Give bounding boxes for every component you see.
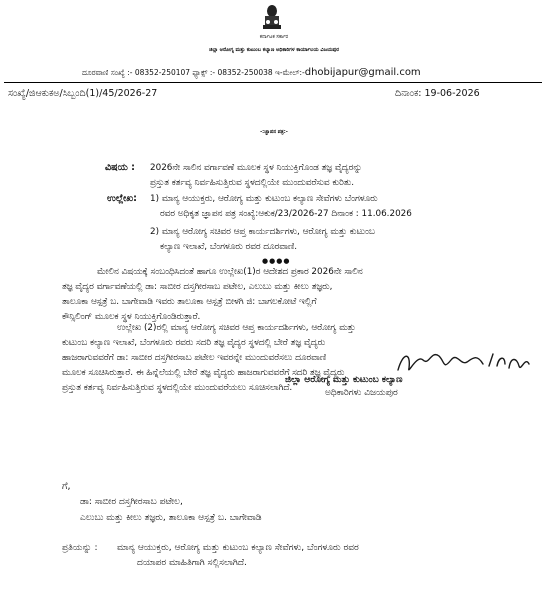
office-name: ಜಿಲ್ಲಾ ಆರೋಗ್ಯ ಮತ್ತು ಕುಟುಂಬ ಕಲ್ಯಾಣ ಅಧಿಕಾರಿಗಳ ಕಾರ್ಯಾಲಯ ವಿಜಯಪುರ [208, 47, 340, 53]
recipient-name: ಡಾ: ಸಾಬೀರ ದಸ್ತಗೀರಸಾಬ ಪಟೇಲ, [80, 497, 183, 507]
reference-label: ಉಲ್ಲೇಖ: [107, 193, 137, 204]
body-line: ತಜ್ಞ ವೈದ್ಯರ ವರ್ಗಾವಣೆಯಲ್ಲಿ ಡಾ: ಸಾಬೀರ ದಸ್ತಗೀರಸಾಬ ಪಟೇಲ, ಎಲುಬು ಮತ್ತು ಕೀಲು ತಜ್ಞರು, [62, 282, 333, 292]
body-line: ತಾಲೂಕಾ ಆಸ್ಪತ್ರೆ ಬ. ಬಾಗೇವಾಡಿ ಇವರು ತಾಲೂಕಾ ಆಸ್ಪತ್ರೆ ಬೀಳಗಿ ಜಿ: ಬಾಗಲಕೋಟೆ ಇಲ್ಲಿಗೆ [62, 297, 317, 307]
email-address: dhobijapur@gmail.com [304, 67, 421, 78]
contact-line [82, 67, 421, 78]
body-line: ಕೌನ್ಸಿಲಿಂಗ್ ಮೂಲಕ ಸ್ಥಳ ನಿಯುಕ್ತಿಗೊಂಡಿರುತ್ತಾರೆ. [62, 312, 201, 322]
handwritten-signature [393, 342, 533, 382]
recipient-designation: ಎಲುಬು ಮತ್ತು ಕೀಲು ತಜ್ಞರು, ತಾಲೂಕಾ ಆಸ್ಪತ್ರೆ ಬ. ಬಾಗೇವಾಡಿ [80, 513, 262, 523]
section-separator: ●●●● [262, 257, 291, 265]
reference-number: ಸಂಖ್ಯೆ/ಜಿಆಕುಕಅ/ಸಿಬ್ಬಂದಿ(1)/45/2026-27 [8, 88, 158, 99]
to-label: ಗೆ, [62, 481, 71, 492]
reference-line: ರವರ ಅಧಿಕೃತ ಜ್ಞಾಪನ ಪತ್ರ ಸಂಖ್ಯೆ:ಆಕುಕ/23/2026-27 ದಿನಾಂಕ : 11.06.2026 [160, 209, 412, 219]
copy-to-line: ದಯಾಪರ ಮಾಹಿತಿಗಾಗಿ ಸಲ್ಲಿಸಲಾಗಿದೆ. [137, 558, 247, 568]
subject-line: 2026ನೇ ಸಾಲಿನ ವರ್ಗಾವಣೆ ಮೂಲಕ ಸ್ಥಳ ನಿಯುಕ್ತಿಗೊಂಡ ತಜ್ಞ ವೈದ್ಯರನ್ನು [150, 163, 363, 173]
signatory-line-2: ಅಧಿಕಾರಿಗಳು ವಿಜಯಪುರ [325, 388, 398, 398]
body-line: ಮೂಲಕ ಸೂಚಿಸಿರುತ್ತಾರೆ. ಈ ಹಿನ್ನೆಲೆಯಲ್ಲಿ ಬೇರೆ ತಜ್ಞ ವೈದ್ಯರು ಹಾಜರಾಗುವವರೆಗೆ ಸದರಿ ತಜ್ಞ ವೈದ್ಯರು [62, 368, 345, 378]
body-line: ಪ್ರಸ್ತುತ ಕರ್ತವ್ಯ ನಿರ್ವಹಿಸುತ್ತಿರುವ ಸ್ಥಳದಲ್ಲಿಯೇ ಮುಂದುವರೆಯಲು ಸೂಚಿಸಲಾಗಿದೆ. [62, 383, 293, 393]
subject-label: ವಿಷಯ : [105, 162, 135, 173]
body-line: ಮೇಲಿನ ವಿಷಯಕ್ಕೆ ಸಂಬಂಧಿಸಿದಂತೆ ಹಾಗೂ ಉಲ್ಲೇಖ(1)ರ ಆದೇಶದ ಪ್ರಕಾರ 2026ನೇ ಸಾಲಿನ [97, 267, 363, 277]
body-line: ಕುಟುಂಬ ಕಲ್ಯಾಣ ಇಲಾಖೆ, ಬೆಂಗಳೂರು ರವರು ಸದರಿ ತಜ್ಞ ವೈದ್ಯರ ಸ್ಥಳದಲ್ಲಿ ಬೇರೆ ತಜ್ಞ ವೈದ್ಯರು [62, 338, 326, 348]
reference-line: 1) ಮಾನ್ಯ ಆಯುಕ್ತರು, ಆರೋಗ್ಯ ಮತ್ತು ಕುಟುಂಬ ಕಲ್ಯಾಣ ಸೇವೆಗಳು ಬೆಂಗಳೂರು [150, 194, 378, 204]
body-line: ಹಾಜರಾಗುವವರೆಗೆ ಡಾ: ಸಾಬೀರ ದಸ್ತಗೀರಸಾಬ ಪಟೇಲ ಇವರನ್ನೇ ಮುಂದುವರೆಸಲು ದೂರವಾಣಿ [62, 353, 327, 363]
memo-date: ದಿನಾಂಕ: 19-06-2026 [395, 88, 480, 99]
memo-title: -:ಜ್ಞಾಪನ ಪತ್ರ:- [260, 129, 288, 135]
signatory-line-1: ಜಿಲ್ಲಾ ಆರೋಗ್ಯ ಮತ್ತು ಕುಟುಂಬ ಕಲ್ಯಾಣ [285, 375, 403, 385]
contact-numbers: ದೂರವಾಣಿ ಸಂಖ್ಯೆ :- 08352-250107 ಫ್ಯಾಕ್ಸ್ :- 08352-250038 ಇ-ಮೇಲ್:- [82, 68, 305, 77]
copy-to-line: ಮಾನ್ಯ ಆಯುಕ್ತರು, ಆರೋಗ್ಯ ಮತ್ತು ಕುಟುಂಬ ಕಲ್ಯಾಣ ಸೇವೆಗಳು, ಬೆಂಗಳೂರು ರವರ [117, 543, 359, 553]
state-emblem-icon [258, 2, 286, 32]
government-name: ಕರ್ನಾಟಕ ಸರ್ಕಾರ [259, 34, 289, 40]
subject-line: ಪ್ರಸ್ತುತ ಕರ್ತವ್ಯ ನಿರ್ವಹಿಸುತ್ತಿರುವ ಸ್ಥಳದಲ್ಲಿಯೇ ಮುಂದುವರೆಸುವ ಕುರಿತು. [150, 178, 354, 188]
header-divider [4, 82, 542, 83]
body-line: ಉಲ್ಲೇಖ (2)ರಲ್ಲಿ ಮಾನ್ಯ ಆರೋಗ್ಯ ಸಚಿವರ ಆಪ್ತ ಕಾರ್ಯದರ್ಶಿಗಳು, ಆರೋಗ್ಯ ಮತ್ತು [117, 323, 356, 333]
reference-line: 2) ಮಾನ್ಯ ಆರೋಗ್ಯ ಸಚಿವರ ಆಪ್ತ ಕಾರ್ಯದರ್ಶಿಗಳು, ಆರೋಗ್ಯ ಮತ್ತು ಕುಟುಂಬ [150, 227, 375, 237]
reference-line: ಕಲ್ಯಾಣ ಇಲಾಖೆ, ಬೆಂಗಳೂರು ರವರ ದೂರವಾಣಿ. [160, 242, 298, 252]
copy-to-label: ಪ್ರತಿಯನ್ನು : [62, 543, 98, 553]
